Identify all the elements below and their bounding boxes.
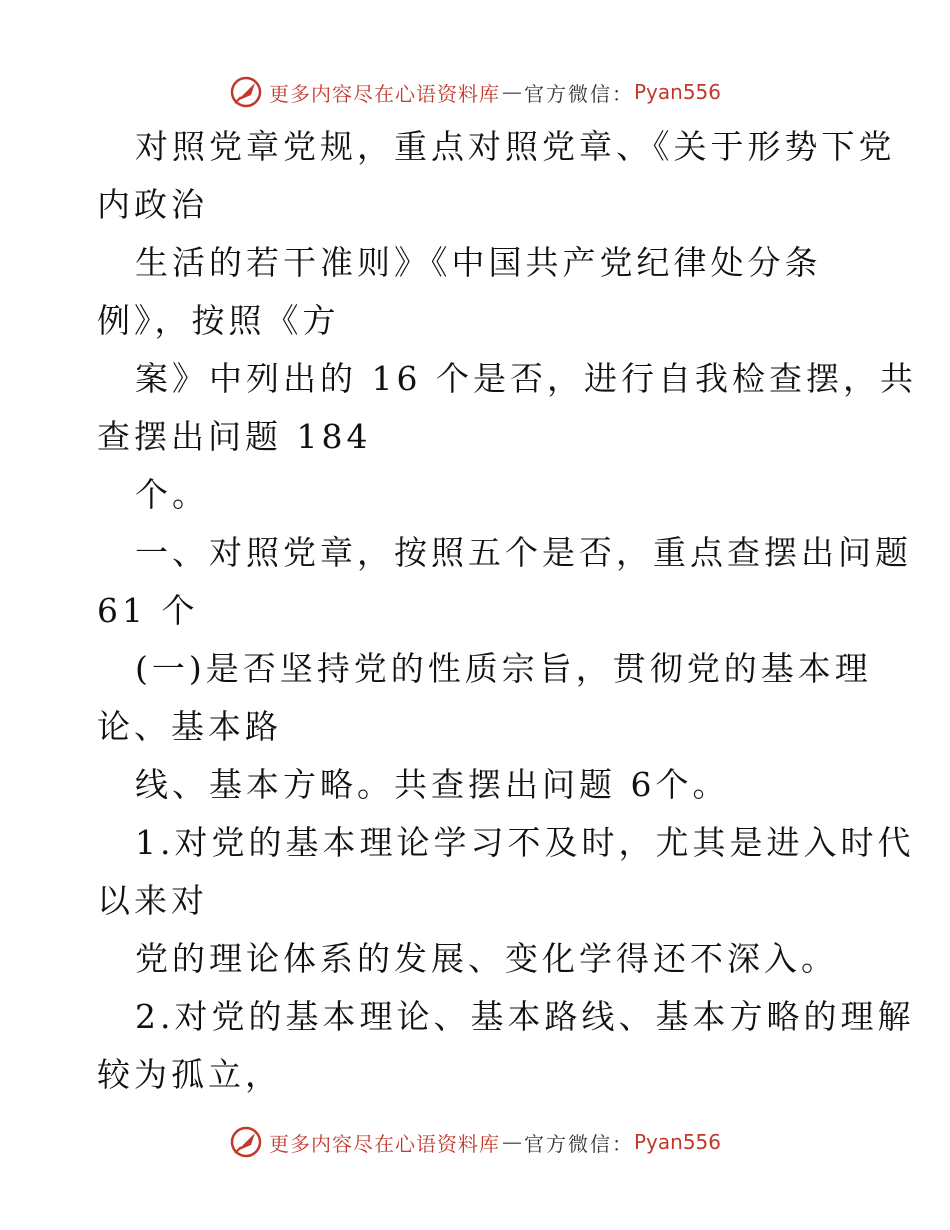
text-line: 党的理论体系的发展、变化学得还不深入。 <box>135 939 838 978</box>
text-line: 61 个 <box>97 591 199 630</box>
text-line: 论、基本路 <box>97 707 282 746</box>
text-line: 内政治 <box>97 185 208 224</box>
subsection-heading: (一)是否坚持党的性质宗旨，贯彻党的基本理 <box>135 649 872 688</box>
list-item: 2.对党的基本理论、基本路线、基本方略的理解 <box>135 997 915 1036</box>
text-line: 线、基本方略。共查摆出问题 6个。 <box>135 765 730 804</box>
footer-watermark <box>0 1122 950 1162</box>
watermark-text: 更多内容尽在心语资料库 <box>268 1131 500 1156</box>
text-line: 个。 <box>135 475 209 514</box>
text-line: 生活的若干准则》《中国共产党纪律处分条 <box>135 243 822 282</box>
text-line: 案》中列出的 16 个是否，进行自我检查摆，共 <box>135 359 917 398</box>
watermark-label: 官方微信： <box>523 1131 634 1156</box>
watermark-separator: — <box>501 1130 522 1154</box>
watermark-label: 官方微信： <box>523 81 634 106</box>
text-line: 对照党章党规，重点对照党章、《关于形势下党 <box>135 127 896 166</box>
watermark-id: Pyan556 <box>633 80 721 104</box>
watermark-id: Pyan556 <box>633 1130 721 1154</box>
quill-logo-icon <box>229 1125 263 1159</box>
list-item: 1.对党的基本理论学习不及时，尤其是进入时代 <box>135 823 915 862</box>
watermark-text: 更多内容尽在心语资料库 <box>268 81 500 106</box>
section-heading: 一、对照党章，按照五个是否，重点查摆出问题 <box>135 533 912 572</box>
text-line: 例》，按照《方 <box>97 301 340 340</box>
quill-logo-icon <box>229 75 263 109</box>
text-line: 较为孤立， <box>97 1055 282 1094</box>
text-line: 以来对 <box>97 881 208 920</box>
header-watermark <box>0 72 950 112</box>
text-line: 查摆出问题 184 <box>97 417 372 456</box>
watermark-separator: — <box>501 80 522 104</box>
